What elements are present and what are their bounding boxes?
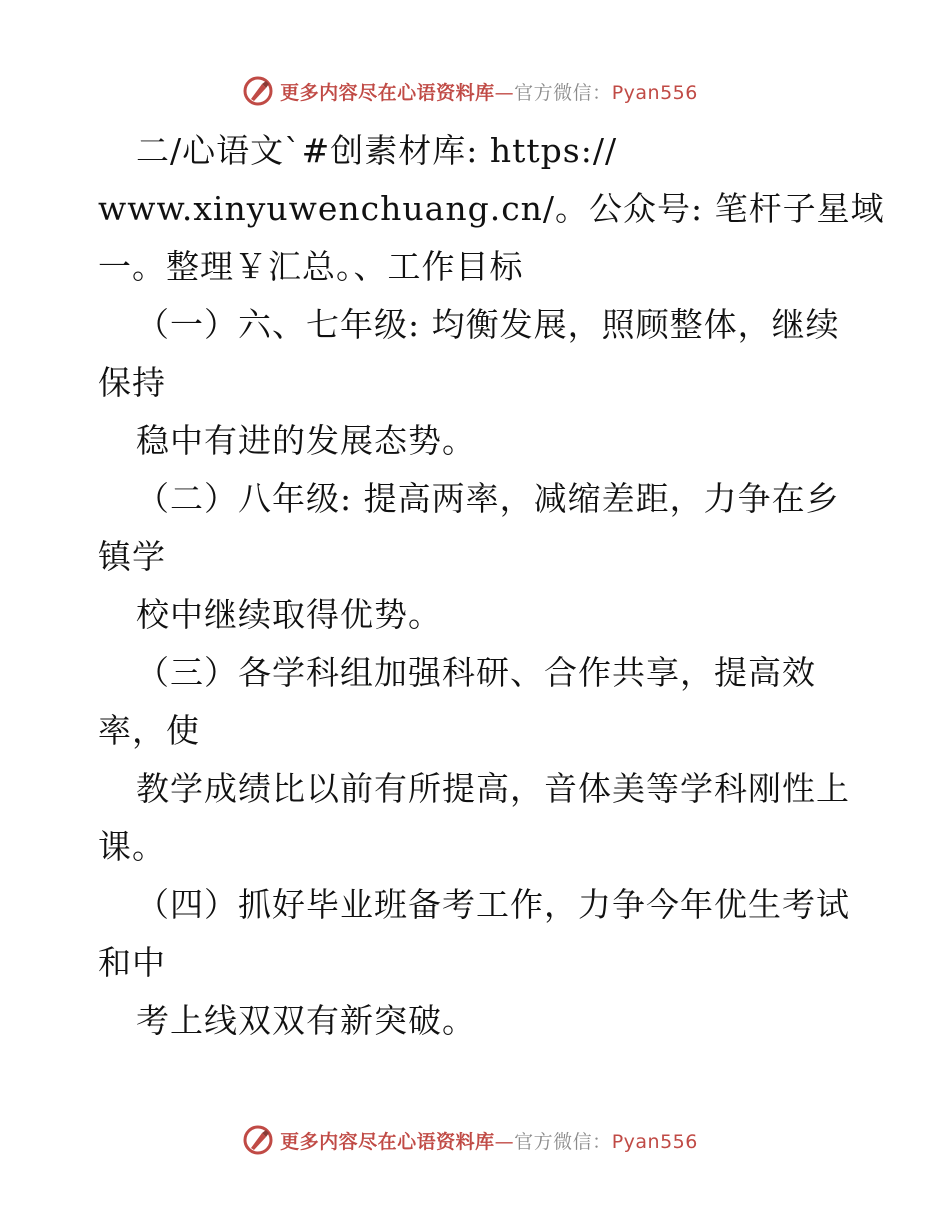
banner-wechat-id: Pyan556 — [611, 1130, 698, 1153]
banner-promo: 更多内容尽在心语资料库 — [280, 1130, 495, 1153]
banner-text — [280, 1127, 698, 1154]
document-body — [98, 122, 885, 1050]
body-line: www.xinyuwenchuang.cn/。公众号: 笔杆子星域 — [98, 189, 885, 228]
body-line: 保持 — [98, 363, 166, 402]
body-line: （二）八年级: 提高两率，减缩差距，力争在乡 — [136, 479, 840, 518]
body-line: 教学成绩比以前有所提高，音体美等学科刚性上 — [136, 769, 850, 808]
banner-wechat-label: 官方微信： — [514, 1130, 612, 1153]
body-line: （四）抓好毕业班备考工作，力争今年优生考试 — [136, 885, 850, 924]
body-line: （三）各学科组加强科研、合作共享，提高效 — [136, 653, 816, 692]
body-line: 课。 — [98, 827, 166, 866]
banner-wechat-id: Pyan556 — [611, 81, 698, 104]
banner-text — [280, 78, 698, 105]
body-line: 稳中有进的发展态势。 — [136, 421, 476, 460]
body-line: 和中 — [98, 943, 166, 982]
pen-nib-circle-icon — [242, 1124, 274, 1156]
body-line: （一）六、七年级: 均衡发展，照顾整体，继续 — [136, 305, 840, 344]
pen-nib-circle-icon — [242, 75, 274, 107]
header-banner — [0, 71, 950, 111]
banner-promo: 更多内容尽在心语资料库 — [280, 81, 495, 104]
banner-dash: — — [494, 1130, 515, 1153]
banner-dash: — — [494, 81, 515, 104]
body-line: 二/心语文`#创素材库: https:// — [136, 131, 618, 170]
body-line: 一。整理￥汇总。、工作目标 — [98, 247, 524, 286]
banner-wechat-label: 官方微信： — [514, 81, 612, 104]
body-line: 考上线双双有新突破。 — [136, 1001, 476, 1040]
body-line: 率，使 — [98, 711, 200, 750]
body-line: 校中继续取得优势。 — [136, 595, 442, 634]
footer-banner — [0, 1120, 950, 1160]
body-line: 镇学 — [98, 537, 166, 576]
